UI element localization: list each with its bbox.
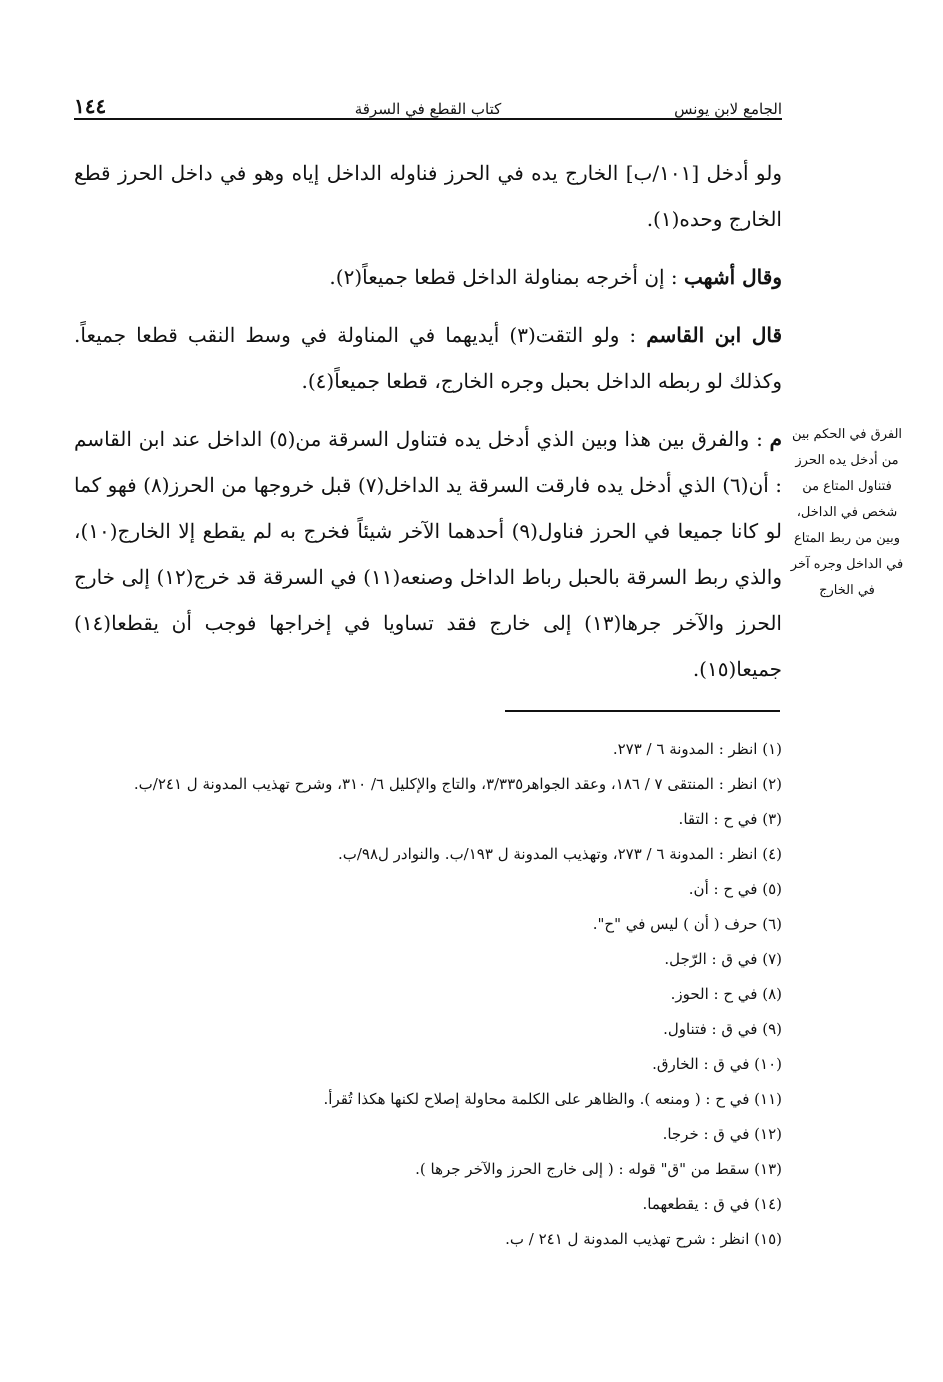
main-text: [74, 150, 782, 704]
paragraph-text: : إن أخرجه بمناولة الداخل قطعا جميعاً(٢).: [329, 265, 685, 289]
paragraph-text: : والفرق بين هذا وبين الذي أدخل يده فتناول السرقة من(٥) الداخل عند ابن القاسم : أن(٦) الذي أدخل يده فارقت السرقة يد الداخل(٧) قبل خروجها من الحرز(٨) فهو كما لو كانا جميعا في الحرز فناول(٩) أحدهما الآخر شيئاً فخرج به لم يقطع إلا الخارج(١٠)، والذي ربط السرقة بالحبل رباط الداخل وصنعه(١١) في السرقة قد خرج(١٢) إلى خارج الحرز والآخر جرها(١٣) إلى خارج فقد تساويا في إخراجها فوجب أن يقطعا(١٤) جميعا(١٥).: [74, 427, 783, 681]
page-number: ١٤٤: [74, 94, 107, 118]
footnote: (١٠) في ق : الخارق.: [652, 1055, 782, 1073]
footnote: (١٥) انظر : شرح تهذيب المدونة ل ٢٤١ / ب.: [505, 1230, 782, 1248]
paragraph-3: [74, 312, 782, 404]
footnote: (١٤) في ق : يقطعهما.: [642, 1195, 782, 1213]
footnote: (١٢) في ق : خرجا.: [662, 1125, 782, 1143]
footnote: (٤) انظر : المدونة ٦ / ٢٧٣، وتهذيب المدونة ل ١٩٣/ب. والنوادر ل٩٨/ب.: [337, 845, 782, 863]
paragraph-text: ولو أدخل [١٠١/ب] الخارج يده في الحرز فناوله الداخل إياه وهو في داخل الحرز قطع الخارج وحده(١).: [74, 161, 783, 231]
footnotes: [74, 732, 782, 1257]
footnote: (٩) في ق : فتناول.: [663, 1020, 782, 1038]
footnote: (١) انظر : المدونة ٦ / ٢٧٣.: [612, 740, 782, 758]
margin-note: الفرق في الحكم بين من أدخل يده الحرز فتناول المتاع من شخص في الداخل، وبين من ربط المتاع في الداخل وجره آخر في الخارج: [790, 427, 904, 598]
footnote: (٨) في ح : الحوز.: [670, 985, 782, 1003]
footnote: (٥) في ح : أن.: [688, 880, 782, 898]
paragraph-1: [74, 150, 782, 242]
paragraph-lead: قال ابن القاسم: [646, 323, 783, 347]
footnote: (٢) انظر : المنتقى ٧ / ١٨٦، وعقد الجواهر٣/٣٣٥، والتاج والإكليل ٦/ ٣١٠، وشرح تهذيب المدونة ل ٢٤١/ب.: [133, 775, 782, 793]
running-header: [74, 92, 782, 120]
footnote: (١٣) سقط من "ق" قوله : ( إلى خارج الحرز والآخر جرها ).: [415, 1160, 782, 1178]
paragraph-text: : ولو التقت(٣) أيديهما في المناولة في وسط النقب قطعا جميعاً. وكذلك لو ربطه الداخل بحبل وجره الخارج، قطعا جميعاً(٤).: [74, 323, 782, 393]
book-title: الجامع لابن يونس: [674, 100, 782, 118]
footnote-divider: [505, 710, 780, 712]
chapter-title: كتاب القطع في السرقة: [354, 100, 502, 118]
footnote: (١١) في ح : ( ومنعه ). والظاهر على الكلمة محاولة إصلاح لكنها هكذا تُقرأ.: [323, 1090, 782, 1108]
footnote: (٧) في ق : الرّجل.: [664, 950, 782, 968]
paragraph-lead: وقال أشهب: [684, 265, 782, 289]
paragraph-lead: م: [769, 427, 782, 451]
footnote: (٦) حرف ( أن ) ليس في "ح".: [592, 915, 782, 933]
paragraph-4: [74, 416, 782, 692]
footnote: (٣) في ح : التقا.: [678, 810, 782, 828]
paragraph-2: [74, 254, 782, 300]
